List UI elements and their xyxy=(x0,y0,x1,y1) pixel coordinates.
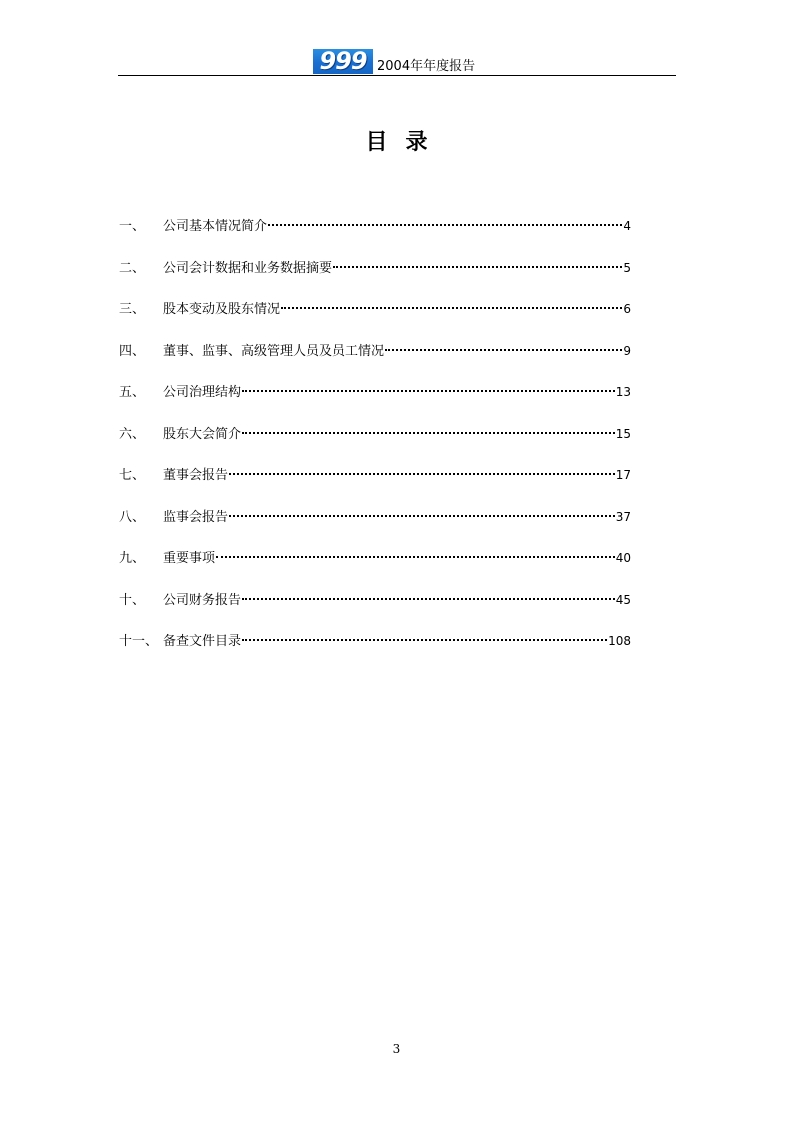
toc-item-2[interactable] xyxy=(119,254,631,296)
table-of-contents xyxy=(119,212,631,669)
toc-leader-dots xyxy=(229,461,615,479)
logo-text: 999 xyxy=(319,49,367,74)
toc-item-10[interactable] xyxy=(119,586,631,628)
toc-item-page: 40 xyxy=(615,551,631,565)
toc-item-label: 公司治理结构 xyxy=(163,385,242,400)
toc-item-number: 十一、 xyxy=(119,634,159,649)
toc-item-page: 6 xyxy=(623,302,631,316)
toc-item-number: 四、 xyxy=(119,343,146,359)
toc-item-number: 六、 xyxy=(119,426,146,442)
toc-item-page: 5 xyxy=(623,260,631,275)
toc-leader-dots xyxy=(242,627,607,645)
toc-item-label: 董事、监事、高级管理人员及员工情况 xyxy=(163,343,385,359)
toc-item-8[interactable] xyxy=(119,503,631,545)
toc-leader-dots xyxy=(268,212,622,230)
toc-item-number: 一、 xyxy=(119,219,146,234)
toc-item-label: 监事会报告 xyxy=(163,509,229,525)
toc-item-11[interactable] xyxy=(119,627,631,669)
toc-item-label: 公司会计数据和业务数据摘要 xyxy=(163,260,333,276)
toc-item-3[interactable] xyxy=(119,295,631,337)
toc-item-number: 八、 xyxy=(119,509,146,525)
toc-item-page: 108 xyxy=(608,634,631,648)
toc-item-5[interactable] xyxy=(119,378,631,420)
toc-item-9[interactable] xyxy=(119,544,631,586)
toc-item-label: 备查文件目录 xyxy=(163,634,242,649)
company-logo xyxy=(313,49,373,74)
toc-item-number: 十、 xyxy=(119,592,146,608)
toc-item-number: 五、 xyxy=(119,385,146,400)
toc-item-number: 九、 xyxy=(119,551,146,566)
toc-item-label: 董事会报告 xyxy=(163,468,229,483)
toc-item-4[interactable] xyxy=(119,337,631,379)
toc-item-6[interactable] xyxy=(119,420,631,462)
toc-leader-dots xyxy=(216,544,615,562)
toc-item-number: 三、 xyxy=(119,302,146,317)
report-header-title: 2004年年度报告 xyxy=(377,59,476,74)
toc-leader-dots xyxy=(333,254,622,272)
page-number: 3 xyxy=(392,1042,401,1056)
toc-item-1[interactable] xyxy=(119,212,631,254)
toc-item-label: 重要事项 xyxy=(163,551,216,566)
toc-leader-dots xyxy=(242,420,615,438)
toc-item-7[interactable] xyxy=(119,461,631,503)
toc-leader-dots xyxy=(242,378,615,396)
toc-item-label: 公司基本情况简介 xyxy=(163,219,268,234)
toc-item-page: 13 xyxy=(615,385,631,399)
toc-leader-dots xyxy=(385,337,622,355)
toc-item-page: 4 xyxy=(623,219,631,233)
toc-title: 目录 xyxy=(365,130,446,155)
toc-item-page: 9 xyxy=(623,343,631,358)
header-divider xyxy=(118,75,676,76)
toc-item-label: 股东大会简介 xyxy=(163,426,242,442)
toc-item-page: 15 xyxy=(615,426,631,441)
toc-item-number: 七、 xyxy=(119,468,146,483)
toc-leader-dots xyxy=(242,586,615,604)
toc-item-page: 45 xyxy=(615,592,631,607)
toc-leader-dots xyxy=(281,295,622,313)
toc-item-page: 17 xyxy=(615,468,631,482)
toc-item-label: 公司财务报告 xyxy=(163,592,242,608)
toc-leader-dots xyxy=(229,503,615,521)
toc-item-label: 股本变动及股东情况 xyxy=(163,302,281,317)
toc-item-number: 二、 xyxy=(119,260,146,276)
toc-item-page: 37 xyxy=(615,509,631,524)
